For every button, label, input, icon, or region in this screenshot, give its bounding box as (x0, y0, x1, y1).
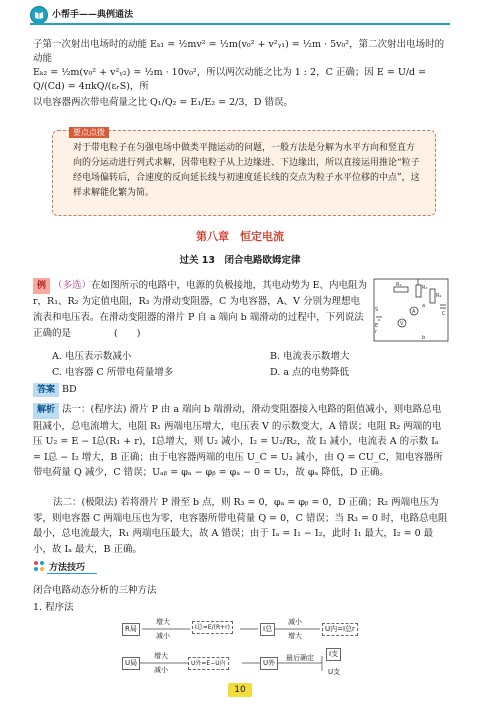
svg-text:A: A (412, 309, 416, 315)
answer-paren: ( ) (114, 328, 141, 339)
analysis-para-1 (33, 402, 449, 481)
option-d: D. a 点的电势降低 (270, 367, 350, 378)
svg-text:r: r (375, 329, 378, 335)
multi-select-tag: （多选） (53, 280, 92, 291)
answer-label: 答案 (33, 383, 59, 397)
analysis-text-1: 法一：(程序法) 滑片 P 由 a 端向 b 端滑动，滑动变阻器接入电路的阻值减小，则电路总电阻减小，总电流增大，电阻 R₁ 两端电压增大，电压表 V 的示数变大，A 错误；电阻 R₂ 两端的电压 U₂ = E − I总(R₁ + r)，I总增大，则 U₂ 减小，I₂ = U₂/R₂，故 I₂ 减小，电流表 A 的示数 Iₐ = I总 − I₂ 增大，B 正确；由于电容器两端的电压 U_C = U₂ 减小，由 Q = CU_C，知电容器所带电荷量 Q 减少，C 错误；Uₐᵦ = φₐ − φᵦ = φₐ − 0 = U₂，故 φₐ 降低，D 正确。 (33, 404, 443, 478)
svg-text:S: S (375, 307, 379, 313)
svg-text:V: V (400, 321, 404, 327)
flow-u-external: U外 (260, 657, 278, 670)
example-label: 例 (33, 278, 50, 294)
flow-label: 减小 (288, 618, 302, 626)
flow-i-total: I总 (260, 623, 275, 636)
flow-label: 增大 (288, 632, 302, 640)
flow-i-total-formula: I总=E/(R+r) (192, 621, 233, 634)
svg-text:R₁: R₁ (396, 282, 402, 288)
key-point-box (52, 130, 436, 216)
method-tips-title: 方法技巧 (49, 563, 86, 573)
flow-u-internal: U内=I总r (322, 623, 358, 636)
flow-u-local: U局 (122, 657, 140, 670)
key-point-tag: 要点点拨 (69, 127, 109, 138)
option-a: A. 电压表示数减小 (52, 351, 132, 362)
key-point-text: 对于带电粒子在匀强电场中做类平抛运动的问题，一般方法是分解为水平方向和竖直方向的分运动进行列式求解，因带电粒子从上边缘进、下边缘出，所以直接运用推论“粒子经电场偏转后，合速度的反向延长线与初速度延长线的交点为粒子水平位移的中点”，这样求解能化繁为简。 (73, 143, 420, 198)
flow-r-local: R局 (122, 623, 140, 636)
flow-i-branch: I支 (326, 648, 341, 661)
dots-icon (33, 560, 47, 572)
intro-line-1: 子第一次射出电场时的动能 Eₖ₁ = ½mv² = ½m(v₀² + v²ᵧ₁) = ½m · 5v₀²，第二次射出电场时的动能 (33, 39, 445, 64)
analysis-label: 解析 (33, 403, 59, 419)
answer-value: BD (62, 384, 77, 395)
program-method-flowchart (122, 618, 412, 678)
method-subtitle: 闭合电路动态分析的三种方法 (33, 585, 157, 596)
flow-label: 减小 (154, 666, 168, 674)
intro-line-2: Eₖ₂ = ½m(v₀² + v²ᵧ₂) = ½m · 10v₀²，所以两次动能之比为 1 : 2，C 正确；因 E = U/d = Q/(Cd) = 4πkQ/(εᵣS)，所 (33, 67, 427, 92)
svg-text:C: C (442, 311, 446, 317)
answer-row (33, 383, 449, 397)
header-title: 小帮手——典例通法 (52, 10, 134, 20)
analysis-para-2: 法二：(极限法) 若将滑片 P 滑至 b 点，则 R₃ = 0，φₐ = φᵦ = 0，D 正确；R₂ 两端电压为零，则电容器 C 两端电压也为零，电容器所带电荷量 Q = 0，C 错误；当 R₃ = 0 时，电路总电阻最小，总电流最大，R₁ 两端电压最大，故 A 错误；由于 Iₐ = I₁ − I₂，此时 I₁ 最大，I₂ = 0 最小，故 Iₐ 最大，B 正确。 (33, 497, 448, 555)
lesson-title: 过关 13 闭合电路欧姆定律 (179, 255, 301, 266)
header-divider (30, 23, 450, 25)
example-text: 在如图所示的电路中，电源的负极接地，其电动势为 E、内电阻为 r，R₁、R₂ 为定值电阻，R₃ 为滑动变阻器，C 为电容器，A、V 分别为理想电流表和电压表。在滑动变阻器的滑片 P 自 a 端向 b 端滑动的过程中，下列说法正确的是 (33, 280, 368, 339)
method-tips-heading (33, 558, 93, 574)
method-tips-underline (47, 573, 97, 574)
flow-u-external-formula: U外=E−U内 (188, 657, 229, 670)
option-c: C. 电容器 C 所带电荷量增多 (52, 367, 174, 378)
flow-label: 增大 (154, 652, 168, 660)
book-logo-icon (30, 6, 48, 24)
flow-u-branch: U支 (328, 668, 341, 676)
option-b: B. 电流表示数增大 (270, 351, 350, 362)
intro-line-3: 以电容器两次带电荷量之比 Q₁/Q₂ = E₁/E₂ = 2/3，D 错误。 (33, 97, 294, 108)
example-block (33, 278, 369, 342)
svg-text:R₃: R₃ (422, 285, 428, 291)
svg-text:b: b (422, 335, 426, 341)
chapter-title: 第八章 恒定电流 (196, 230, 284, 243)
svg-text:a: a (422, 303, 426, 309)
circuit-diagram (372, 277, 450, 343)
flow-label: 减小 (156, 632, 170, 640)
svg-text:E: E (375, 323, 379, 329)
flow-label: 最后确定 (286, 654, 314, 662)
page-number: 10 (228, 683, 252, 697)
svg-text:R₂: R₂ (436, 293, 442, 299)
flow-label: 增大 (156, 618, 170, 626)
method-1-label: 1. 程序法 (33, 602, 74, 613)
page-header (0, 0, 480, 28)
